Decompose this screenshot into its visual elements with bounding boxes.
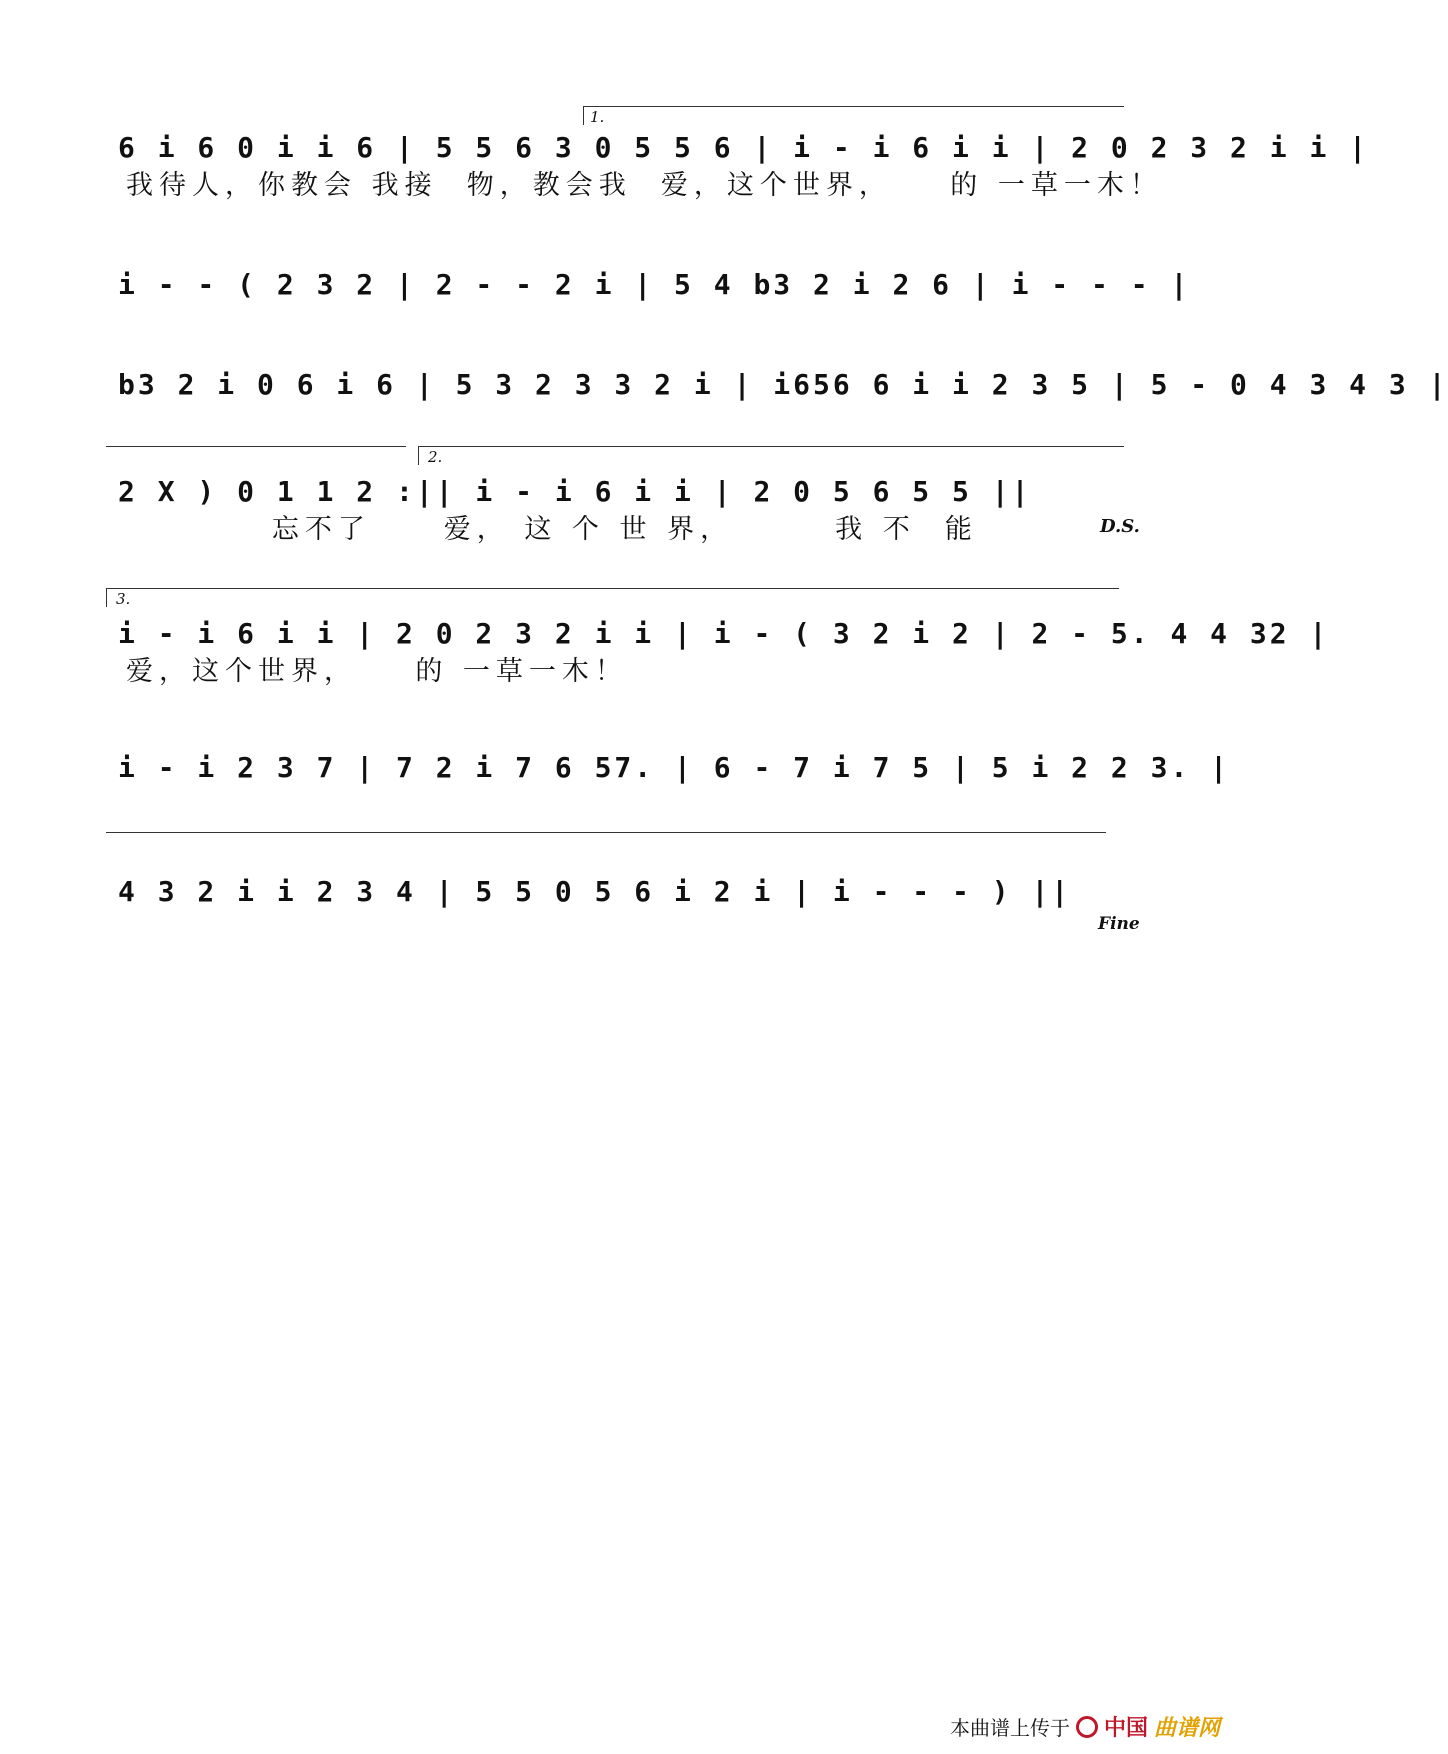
system-5 [116,590,1330,694]
volta-label: 2. [428,448,443,466]
notation-line: 4 3 2 i i 2 3 4 | 5 5 0 5 6 i 2 i | i - - - ) || [118,875,1072,908]
lyrics-line: 忘不了 爱， 这 个 世 界， 我 不 能 [126,514,978,545]
lyrics-line: 我待人，你教会 我接 物，教会我 爱，这个世界， 的 一草一木！ [126,170,1163,201]
volta-bracket [106,832,1106,851]
system-2 [118,265,1191,313]
system-7 [118,872,1140,944]
system-3 [118,365,1448,413]
brand-name: 中国 [1103,1716,1148,1741]
volta-bracket [106,588,1119,607]
volta-bracket [106,446,406,465]
system-1 [118,108,1370,208]
notation-line: i - i 6 i i | 2 0 2 3 2 i i | i - ( 3 2 i 2 | 2 - 5. 4 4 32 | [118,617,1330,650]
notation-line: b3 2 i 0 6 i 6 | 5 3 2 3 3 2 i | i656 6 i i 2 3 5 | 5 - 0 4 3 4 3 | [118,368,1448,401]
footer-watermark [950,1711,1220,1742]
lyrics-line: 爱，这个世界， 的 一草一木！ [126,656,628,687]
notation-line: i - i 2 3 7 | 7 2 i 7 6 57. | 6 - 7 i 7 5 | 5 i 2 2 3. | [118,751,1231,784]
footer-text: 本曲谱上传于 [949,1716,1070,1740]
notation-line: 2 X ) 0 1 1 2 :|| i - i 6 i i | 2 0 5 6 5 5 || [118,475,1032,508]
ds-mark: D.S. [1100,516,1140,537]
fine-mark: Fine [1098,914,1140,934]
volta-label: 3. [116,590,131,608]
system-4 [118,448,1140,552]
volta-label: 1. [590,108,605,126]
system-6 [118,748,1231,796]
notation-line: 6 i 6 0 i i 6 | 5 5 6 3 0 5 5 6 | i - i 6 i i | 2 0 2 3 2 i i | [118,131,1370,164]
volta-bracket [418,446,1124,465]
notation-line: i - - ( 2 3 2 | 2 - - 2 i | 5 4 b3 2 i 2 6 | i - - - | [118,268,1191,301]
brand-name-2: 曲谱网 [1153,1716,1220,1741]
logo-icon [1076,1716,1098,1738]
volta-bracket [583,106,1124,125]
